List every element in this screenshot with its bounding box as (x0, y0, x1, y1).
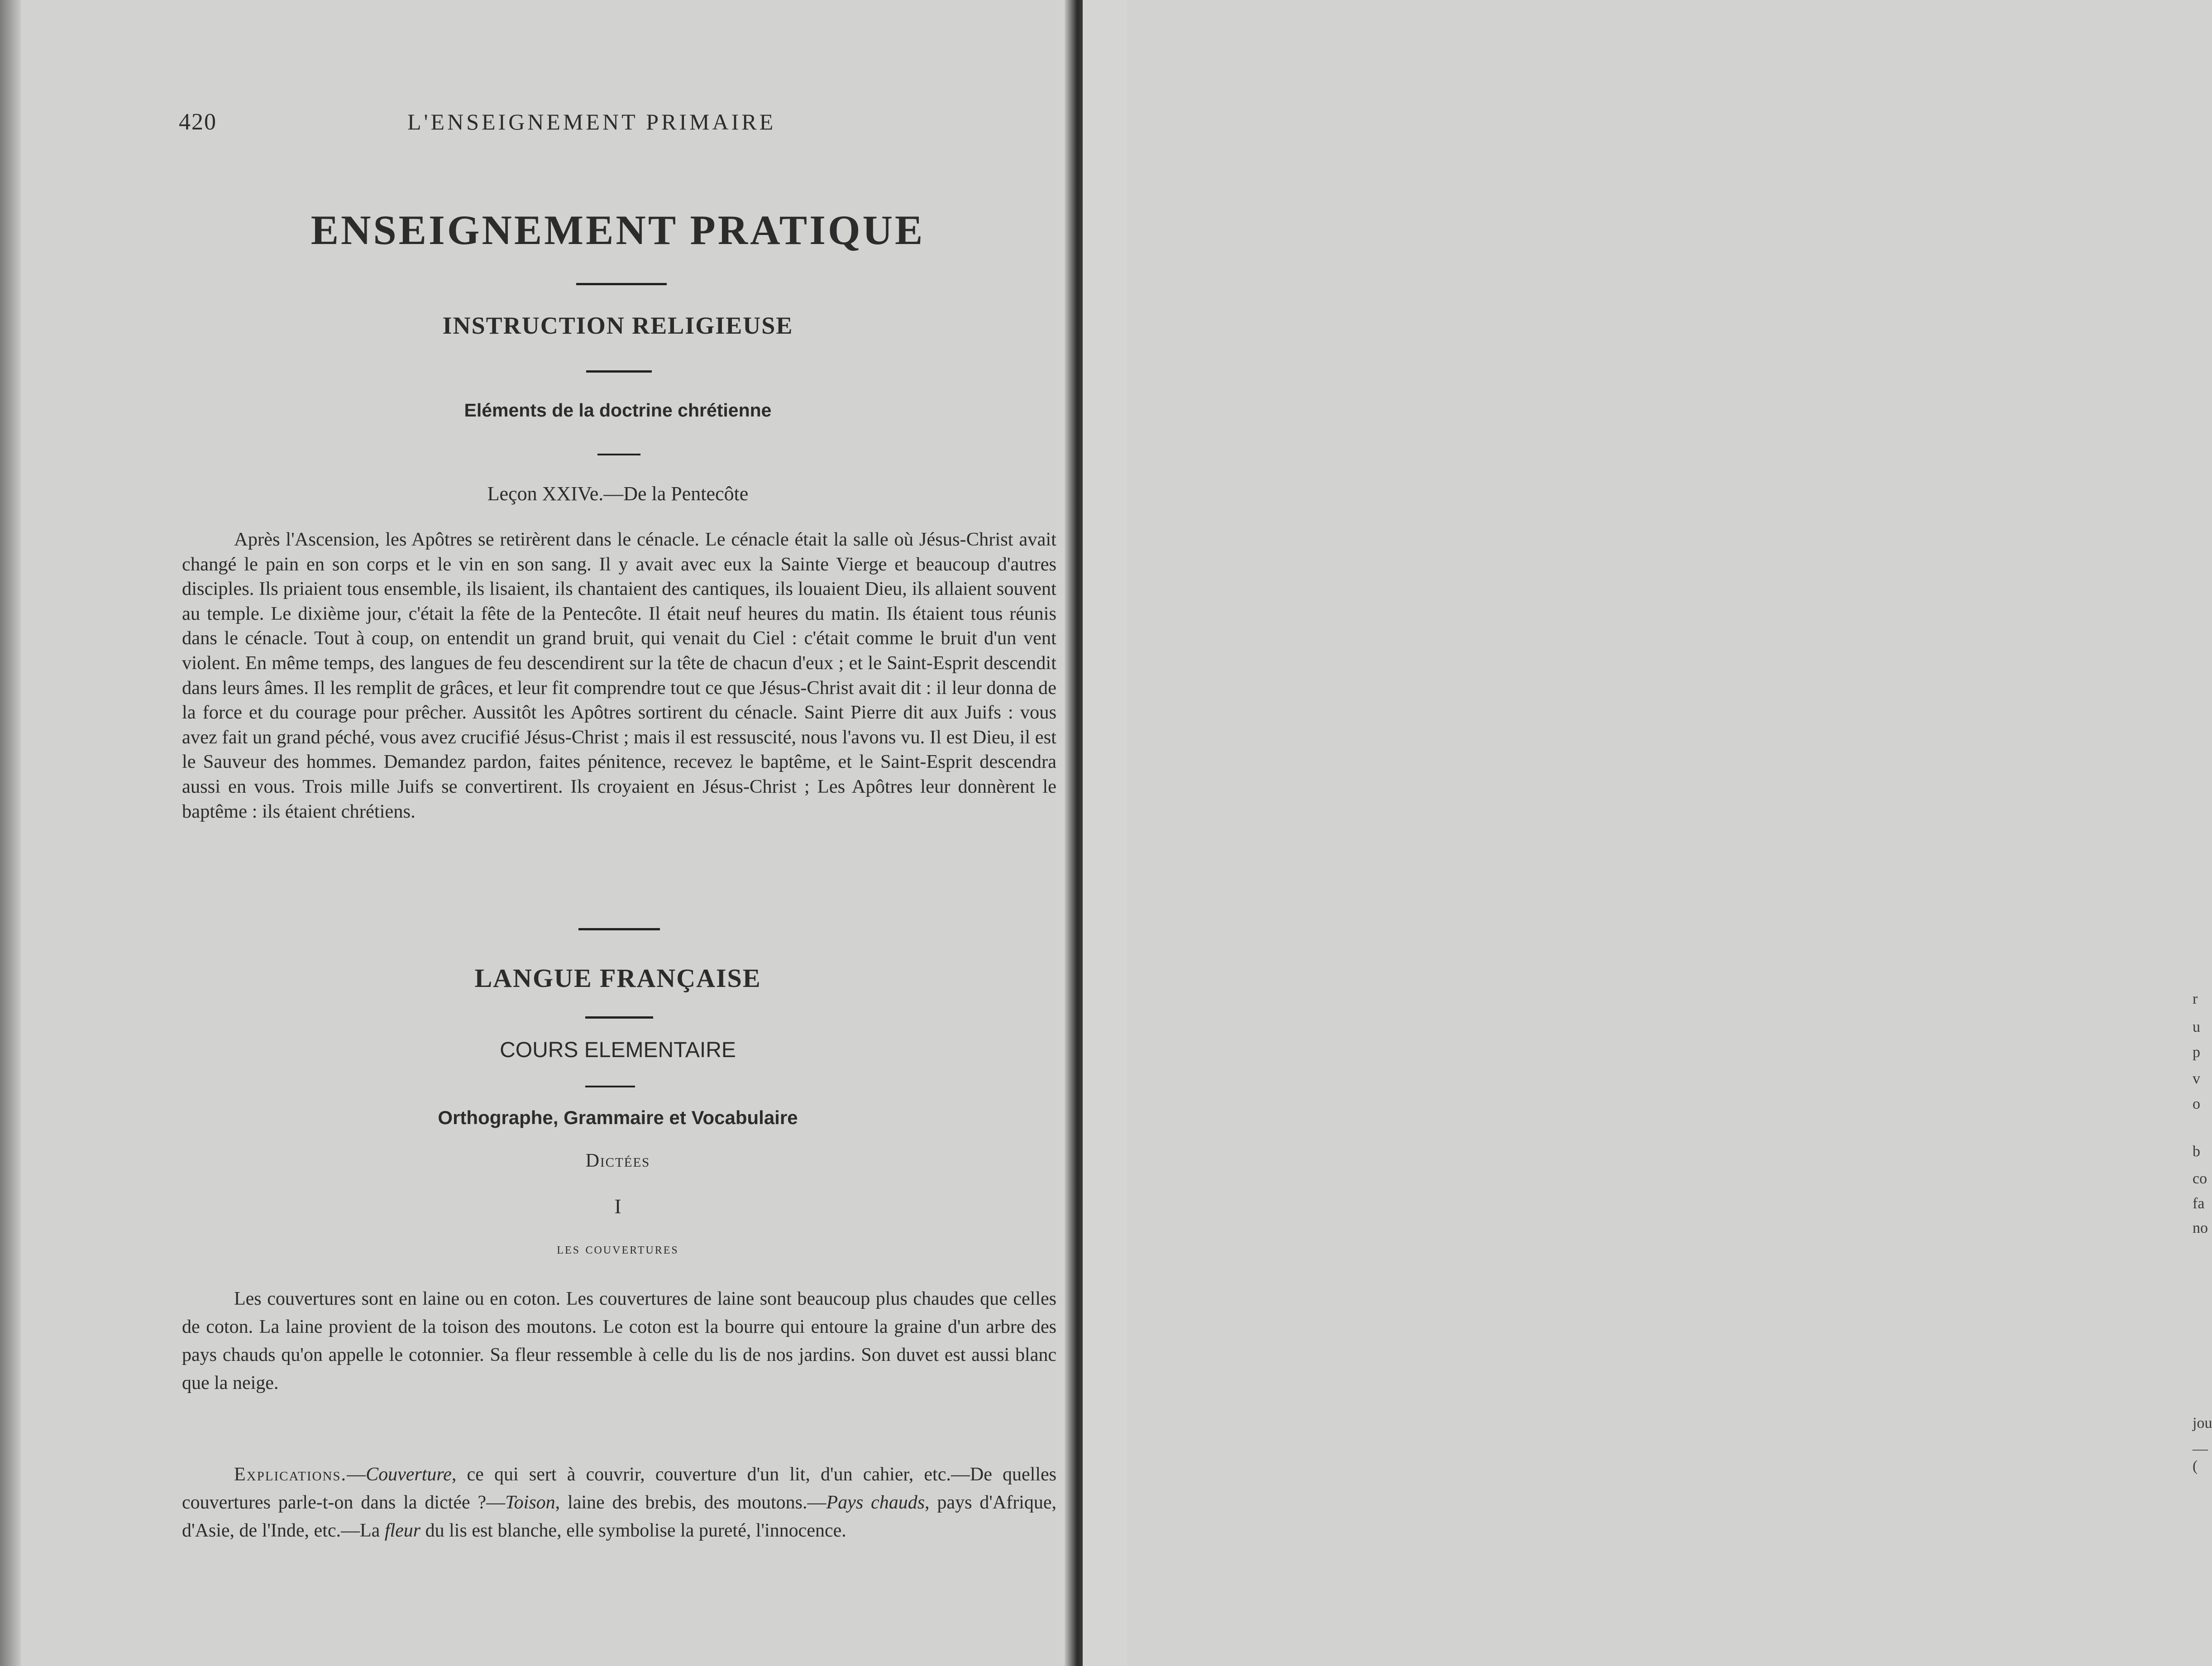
explained-term: Pays chauds (826, 1492, 925, 1513)
adjacent-fragment: jou (2193, 1415, 2212, 1431)
explained-term: fleur (384, 1520, 421, 1542)
document-page (0, 0, 1065, 1666)
explanation-text: , pays d'Afrique, d'Asie, de l'Inde, etc.—La (182, 1492, 1056, 1542)
adjacent-fragment: v (2193, 1070, 2200, 1087)
divider (578, 928, 660, 930)
divider (586, 370, 652, 373)
explanation-text: , ce qui sert à couvrir, couverture d'un lit, d'un cahier, etc.—De quelles couvertures parle-t-on dans la dictée ?— (182, 1464, 1056, 1513)
page-fold-shadow (1065, 0, 1083, 1666)
religion-section-title: INSTRUCTION RELIGIEUSE (442, 312, 793, 339)
religion-lesson-text: Après l'Ascension, les Apôtres se retirèrent dans le cénacle. Le cénacle était la salle où Jésus-Christ avait changé le pain en son corps et le vin en son sang. Il y avait avec eux la Sainte Vierge et beaucoup d'autres disciples. Ils priaient tous ensemble, ils lisaient, ils chantaient des cantiques, ils louaient Dieu, ils allaient souvent au temple. Le dixième jour, c'était la fête de la Pentecôte. Il était neuf heures du matin. Ils étaient tous réunis dans le cénacle. Tout à coup, on entendit un grand bruit, qui venait du Ciel : c'était comme le bruit d'un vent violent. En même temps, des langues de feu descendirent sur la tête de chacun d'eux ; et le Saint-Esprit descendit dans leurs âmes. Il les remplit de grâces, et leur fit comprendre tout ce que Jésus-Christ avait dit : il leur donna de la force et du courage pour prêcher. Aussitôt les Apôtres sortirent du cénacle. Saint Pierre dit aux Juifs : vous avez fait un grand péché, vous avez crucifié Jésus-Christ ; mais il est ressuscité, nous l'avons vu. Il est Dieu, il est le Sauveur des hommes. Demandez pardon, faites pénitence, recevez le baptême, et le Saint-Esprit descendra aussi en vous. Trois mille Juifs se convertirent. Ils croyaient en Jésus-Christ ; Les Apôtres leur donnèrent le baptême : ils étaient chrétiens. (182, 529, 1056, 822)
page-number: 420 (179, 109, 217, 135)
adjacent-fragment: p (2193, 1044, 2200, 1061)
journal-title: L'ENSEIGNEMENT PRIMAIRE (407, 109, 776, 134)
adjacent-fragment: co (2193, 1170, 2207, 1187)
dictation-text: Les couvertures sont en laine ou en coton. Les couvertures de laine sont beaucoup plus chaudes que celles de coton. La laine provient de la toison des moutons. Le coton est la bourre qui entoure la graine d'un arbre des pays chauds qu'on appelle le cotonnier. Sa fleur ressemble à celle du lis de nos jardins. Son duvet est aussi blanc que la neige. (182, 1288, 1056, 1394)
explications-label: Explications. (234, 1464, 347, 1485)
dictation-number: I (614, 1195, 621, 1218)
adjacent-fragment: fa (2193, 1195, 2205, 1212)
explained-term: Couverture (366, 1464, 452, 1485)
dictees-heading: Dictées (585, 1150, 650, 1171)
divider (597, 454, 640, 455)
french-subtitle: Orthographe, Grammaire et Vocabulaire (438, 1107, 798, 1128)
lesson-title: Leçon XXIVe.—De la Pentecôte (487, 483, 749, 505)
adjacent-fragment: r (2193, 991, 2198, 1007)
explanation-text: — (347, 1464, 366, 1485)
explanation-text: , laine des brebis, des moutons.— (555, 1492, 827, 1513)
running-header (0, 109, 1065, 136)
adjacent-fragment: no (2193, 1220, 2208, 1236)
main-title: ENSEIGNEMENT PRATIQUE (311, 207, 925, 253)
course-title: COURS ELEMENTAIRE (500, 1038, 736, 1062)
adjacent-fragment: u (2193, 1019, 2200, 1035)
explained-term: Toison (505, 1492, 555, 1513)
adjacent-fragment: b (2193, 1143, 2200, 1160)
dictation-title: les couvertures (557, 1240, 679, 1257)
explications-paragraph (182, 1460, 1056, 1545)
adjacent-page-strip (1083, 0, 2212, 1666)
french-section-title: LANGUE FRANÇAISE (474, 963, 761, 993)
explanation-text: du lis est blanche, elle symbolise la pureté, l'innocence. (420, 1520, 846, 1542)
adjacent-fragment: o (2193, 1096, 2200, 1112)
adjacent-fragment: —( (2193, 1441, 2208, 1475)
religion-subtitle: Eléments de la doctrine chrétienne (464, 400, 772, 421)
divider (585, 1086, 635, 1087)
divider (585, 1016, 653, 1019)
divider (576, 283, 667, 285)
